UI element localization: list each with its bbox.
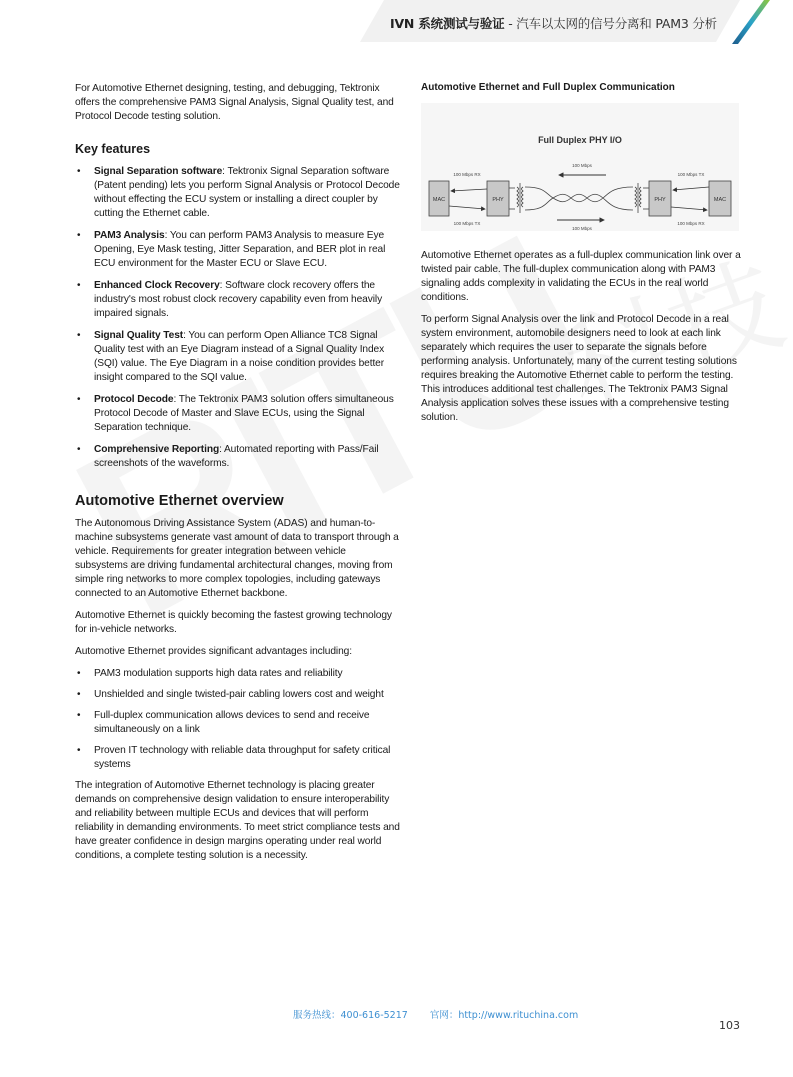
left-tx-arrow (449, 206, 485, 209)
feature-item (75, 279, 400, 321)
overview-paragraph: The integration of Automotive Ethernet technology is placing greater demands on comprehensive design validation to ensure interoperability and reliability between multiple ECUs and devices that will perform reliability in demanding environments. To meet strict compliance tests and have greater confidence in design margins operating under real world conditions, a complete testing solution is a necessity. (75, 780, 400, 861)
left-tx-label: 100 Mbps TX (453, 221, 481, 226)
phy-right-label: PHY (654, 197, 666, 203)
feature-title: Enhanced Clock Recovery (94, 280, 220, 291)
feature-title: Comprehensive Reporting (94, 444, 220, 455)
intro-paragraph: For Automotive Ethernet designing, testing, and debugging, Tektronix offers the comprehensive PAM3 Signal Analysis, Signal Quality test, and Protocol Decode testing solution. (75, 83, 394, 122)
overview-paragraph: The Autonomous Driving Assistance System (ADAS) and human-to-machine subsystems generate vast amount of data to transport through a vehicle. Requirements for greater integration between vehicle subsystems are driving fundamental architectural changes, moving from simple ring networks to more complex topologies, including gateways connected to an Automotive Ethernet backbone. (75, 518, 399, 599)
left-rx-arrow (451, 189, 487, 191)
header-title-rest: - 汽车以太网的信号分离和 PAM3 分析 (504, 16, 717, 31)
advantage-text: Proven IT technology with reliable data throughput for safety critical systems (94, 745, 391, 770)
bullet-icon: • (77, 689, 81, 700)
mac-left-label: MAC (432, 197, 446, 203)
bullet-icon: • (77, 330, 81, 341)
overview-paragraph: Automotive Ethernet provides significant advantages including: (75, 646, 352, 657)
feature-item (75, 393, 400, 435)
bullet-icon: • (77, 280, 81, 291)
center-top-label: 100 Mbps (572, 163, 592, 168)
transformer-right (635, 183, 649, 213)
feature-text: : Tektronix Signal Separation software (Patent pending) lets you perform Signal Analysis or Protocol Decode without effecting the ECU system or installing a direct coupler by cutting the Ethernet cable. (94, 166, 400, 219)
stripe-shape (732, 0, 770, 44)
diagram-title: Full Duplex PHY I/O (538, 135, 622, 145)
advantage-text: Unshielded and single twisted-pair cabling lowers cost and weight (94, 689, 384, 700)
right-rx-label: 100 Mbps RX (677, 221, 705, 226)
feature-item (75, 443, 400, 471)
bullet-icon: • (77, 668, 81, 679)
bullet-icon: • (77, 710, 81, 721)
right-rx-arrow (671, 207, 707, 210)
advantage-item (75, 688, 400, 702)
full-duplex-diagram (421, 103, 739, 231)
feature-text: : Software clock recovery offers the industry's most robust clock recovery capability even from heavily impaired signals. (94, 280, 383, 319)
mac-right-label: MAC (713, 197, 727, 203)
left-rx-label: 100 Mbps RX (453, 172, 481, 177)
bullet-icon: • (77, 444, 81, 455)
footer-hotline: 服务热线：400-616-5217 (293, 1010, 408, 1021)
bullet-icon: • (77, 745, 81, 756)
header-title (390, 14, 717, 32)
header-stripe-logo (732, 0, 772, 44)
right-tx-arrow (673, 187, 709, 190)
footer-website-link[interactable]: 官网：http://www.rituchina.com (429, 1010, 579, 1021)
phy-left-label: PHY (492, 197, 504, 203)
advantage-item (75, 709, 400, 737)
key-features-list (75, 165, 400, 471)
overview-heading: Automotive Ethernet overview (75, 493, 284, 509)
twisted-pair-cable (525, 187, 633, 210)
center-bottom-label: 100 Mbps (572, 226, 592, 231)
bullet-icon: • (77, 166, 81, 177)
overview-paragraph: Automotive Ethernet is quickly becoming the fastest growing technology for in-vehicle networks. (75, 610, 392, 635)
feature-item (75, 165, 400, 221)
advantage-item (75, 667, 400, 681)
bullet-icon: • (77, 394, 81, 405)
advantages-list (75, 667, 400, 772)
feature-title: Protocol Decode (94, 394, 174, 405)
feature-title: Signal Separation software (94, 166, 223, 177)
footer-contact (293, 1007, 578, 1021)
advantage-text: Full-duplex communication allows devices to send and receive simultaneously on a link (94, 710, 370, 735)
right-paragraph: To perform Signal Analysis over the link and Protocol Decode in a real system environment, automobile designers need to look at each link separately which requires the user to separate the signals before performing analysis. Unfortunately, many of the current testing solutions requires breaking the Automotive Ethernet cable to perform the testing. This introduces additional test challenges. The Tektronix PAM3 Signal Analysis application solves these issues with a comprehensive testing solution. (421, 314, 737, 423)
feature-item (75, 229, 400, 271)
transformer-left (509, 183, 523, 213)
bullet-icon: • (77, 230, 81, 241)
feature-text: : You can perform PAM3 Analysis to measure Eye Opening, Eye Mask testing, Jitter Separation, and BER plot in real ECU environment for the Master ECU or Slave ECU. (94, 230, 386, 269)
left-column (75, 82, 400, 871)
right-tx-label: 100 Mbps TX (677, 172, 705, 177)
feature-text: : The Tektronix PAM3 solution offers simultaneous Protocol Decode of Master and Slave ECUs, using the Signal Separation technique. (94, 394, 394, 433)
figure-title: Automotive Ethernet and Full Duplex Communication (421, 82, 675, 93)
right-paragraph: Automotive Ethernet operates as a full-duplex communication link over a twisted pair cable. The full-duplex communication along with PAM3 signaling adds complexity in validating the ECUs in the real world conditions. (421, 250, 741, 303)
feature-text: : You can perform Open Alliance TC8 Signal Quality test with an Eye Diagram instead of a Signal Quality Index (SQI) value. The Eye Diagram in a noise condition provides better insight compared to the SQI value. (94, 330, 385, 383)
feature-title: Signal Quality Test (94, 330, 184, 341)
key-features-heading: Key features (75, 142, 151, 156)
advantage-item (75, 744, 400, 772)
feature-title: PAM3 Analysis (94, 230, 165, 241)
feature-item (75, 329, 400, 385)
feature-text: : Automated reporting with Pass/Fail screenshots of the waveforms. (94, 444, 379, 469)
header-title-strong: IVN 系统测试与验证 (390, 16, 505, 31)
page-number: 103 (719, 1019, 740, 1032)
advantage-text: PAM3 modulation supports high data rates and reliability (94, 668, 343, 679)
right-column (421, 82, 741, 433)
